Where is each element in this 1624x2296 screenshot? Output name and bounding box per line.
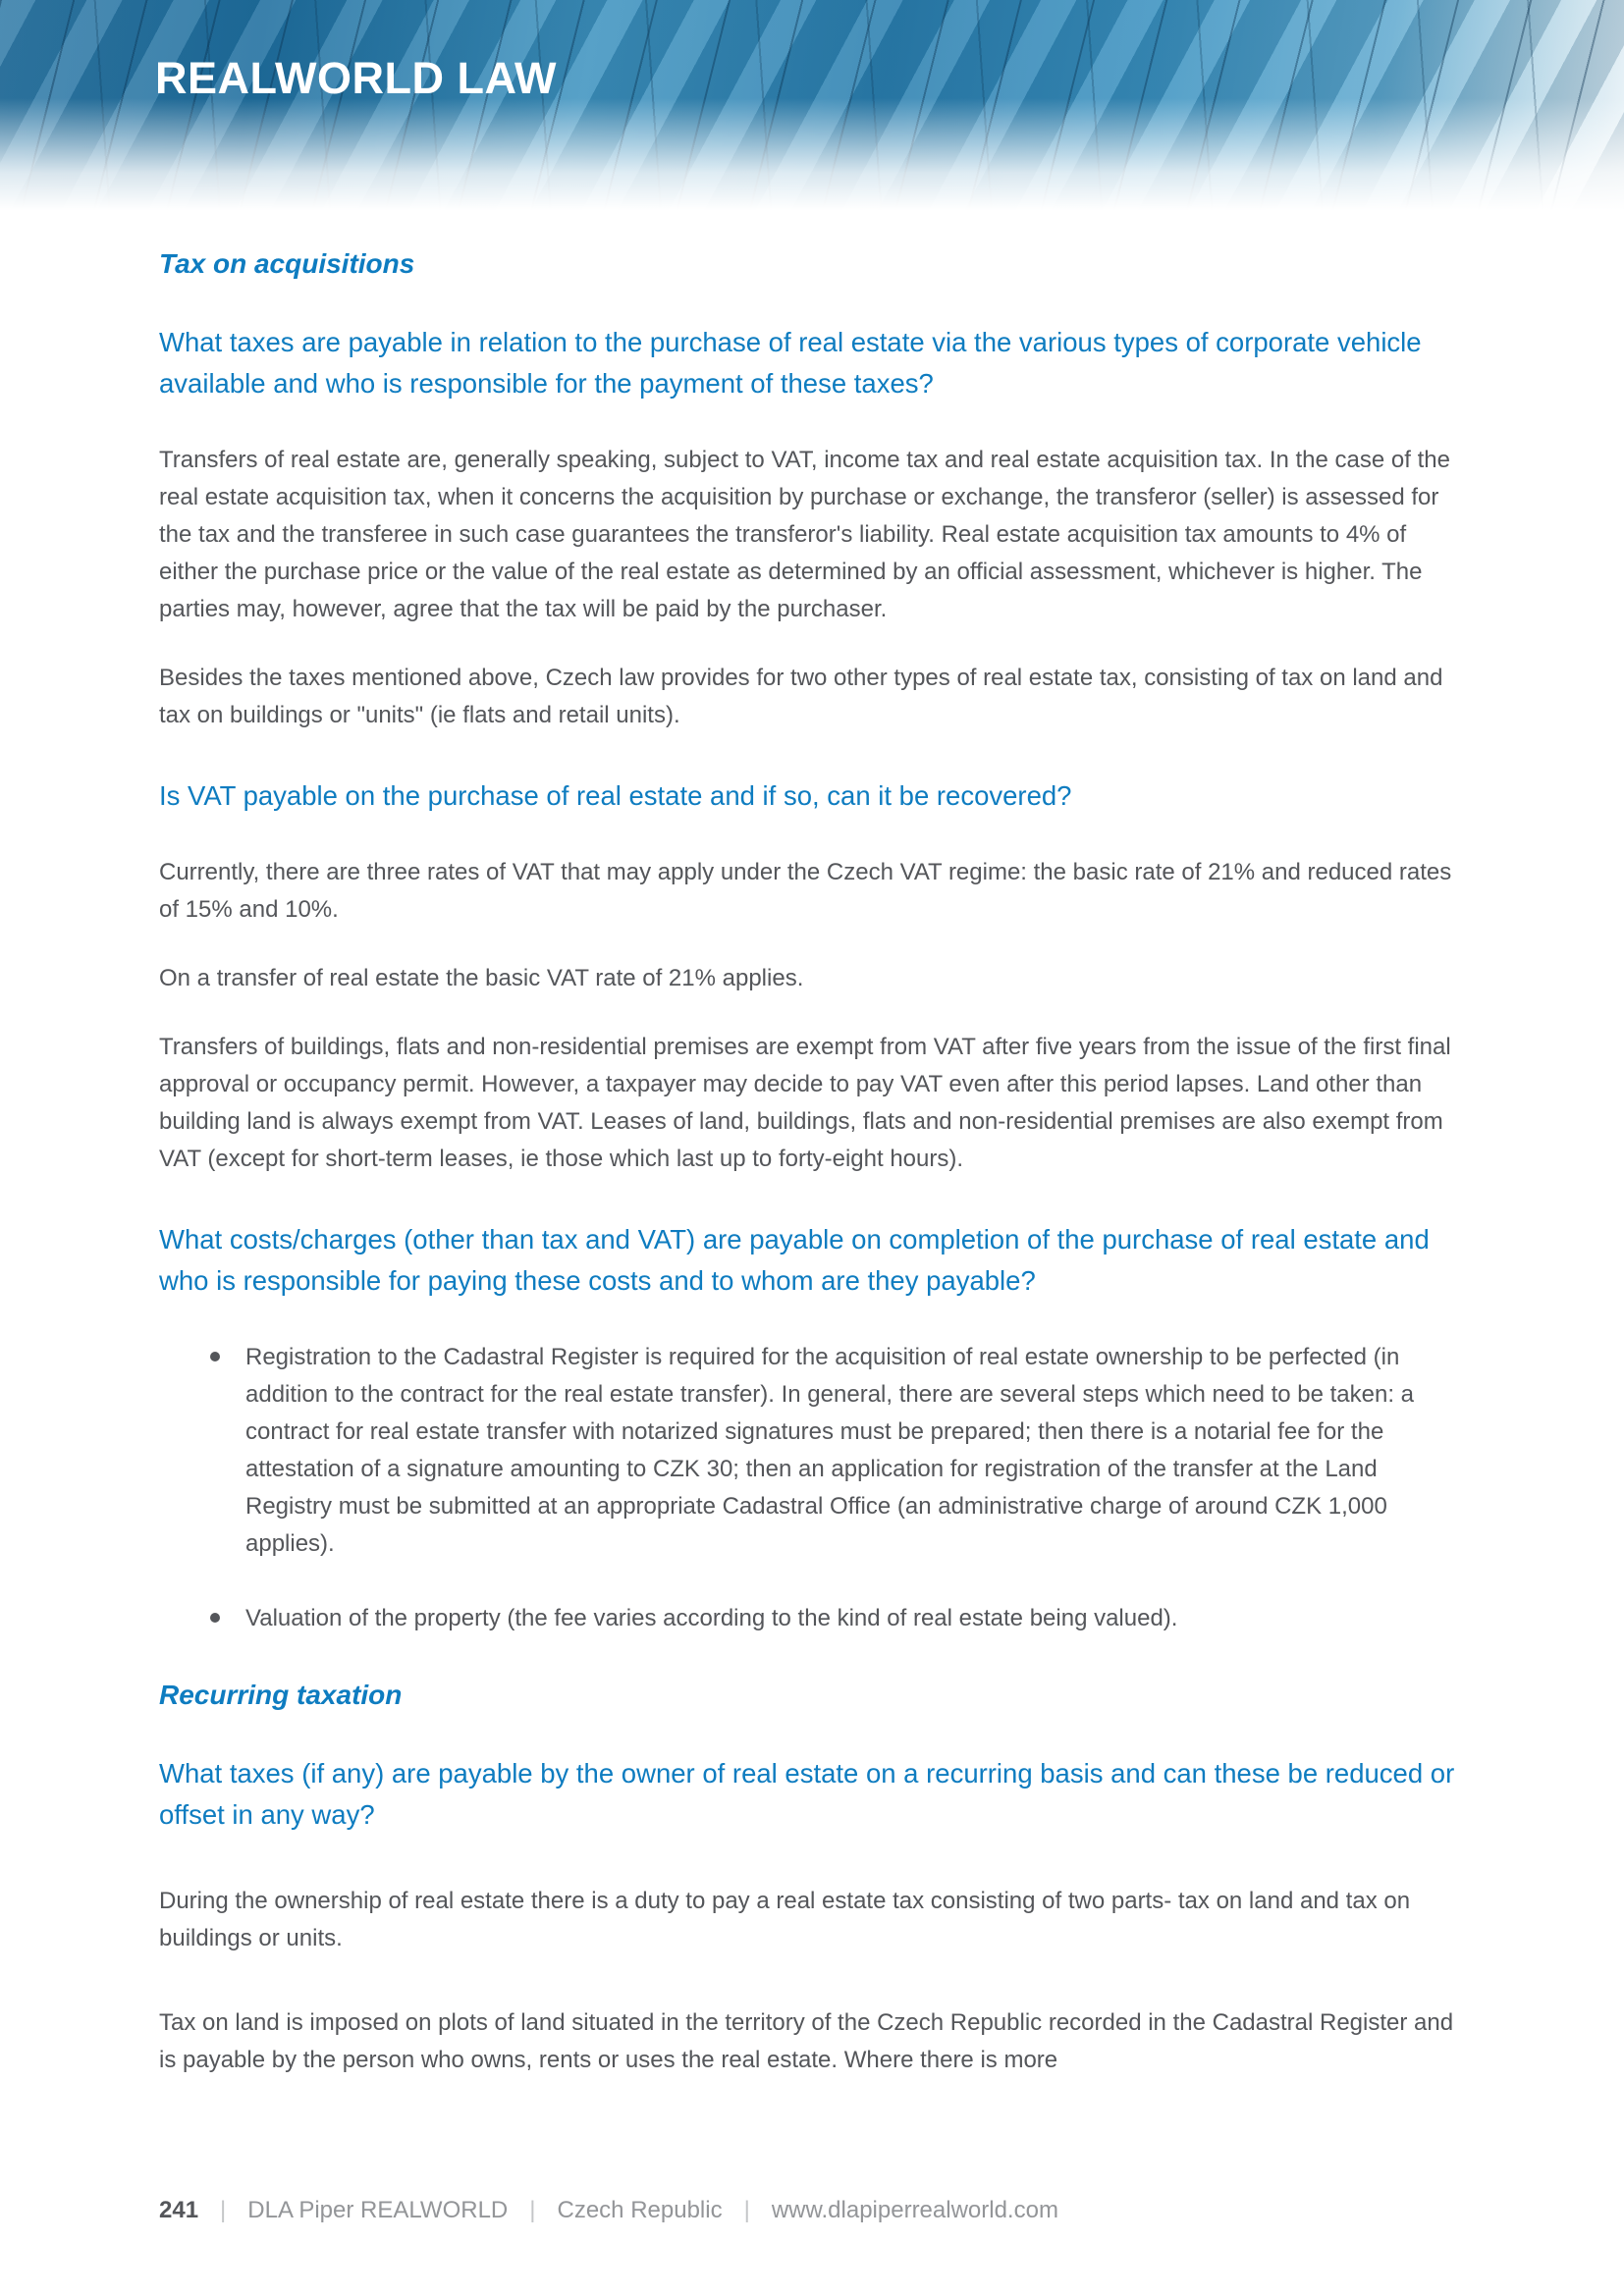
footer-country: Czech Republic bbox=[557, 2197, 723, 2223]
paragraph-basic-vat-rate: On a transfer of real estate the basic VAT rate of 21% applies. bbox=[159, 965, 804, 991]
paragraph-vat-exemptions: Transfers of buildings, flats and non-residential premises are exempt from VAT after five years from the issue of the first final approval or occupancy permit. However, a taxpayer may decide to pay VAT even after this period lapses. Land other than building land is always exempt from VAT. Leases of land, buildings, flats and non-residential premises are also exempt from VAT (except for short-term leases, ie those which last up to forty-eight hours). bbox=[159, 1034, 1451, 1172]
hero-banner bbox=[0, 0, 1624, 234]
footer-separator: | bbox=[529, 2197, 536, 2223]
bullet-icon bbox=[210, 1613, 220, 1623]
question-heading-recurring-taxes: What taxes (if any) are payable by the owner of real estate on a recurring basis and can these be reduced or offset in any way? bbox=[159, 1758, 1455, 1830]
question-heading-costs-charges: What costs/charges (other than tax and VAT) are payable on completion of the purchase of real estate and who is responsible for paying these costs and to whom are they payable? bbox=[159, 1224, 1430, 1296]
question-heading-purchase-taxes: What taxes are payable in relation to the purchase of real estate via the various types of corporate vehicle available and who is responsible for the payment of these taxes? bbox=[159, 327, 1422, 399]
bullet-text-valuation: Valuation of the property (the fee varies according to the kind of real estate being valued). bbox=[245, 1605, 1178, 1631]
footer-brand: DLA Piper REALWORLD bbox=[247, 2197, 509, 2223]
paragraph-vat-rates: Currently, there are three rates of VAT that may apply under the Czech VAT regime: the basic rate of 21% and reduced rates of 15% and 10%. bbox=[159, 859, 1452, 923]
paragraph-tax-on-land: Tax on land is imposed on plots of land situated in the territory of the Czech Republic recorded in the Cadastral Register and is payable by the person who owns, rents or uses the real estate. Where there is more bbox=[159, 2009, 1454, 2073]
page-number: 241 bbox=[159, 2197, 199, 2223]
paragraph-other-real-estate-taxes: Besides the taxes mentioned above, Czech law provides for two other types of real estate tax, consisting of tax on land and tax on buildings or "units" (ie flats and retail units). bbox=[159, 665, 1443, 728]
section-label-tax-on-acquisitions: Tax on acquisitions bbox=[159, 248, 415, 279]
section-label-recurring-taxation: Recurring taxation bbox=[159, 1680, 403, 1710]
question-heading-vat-payable: Is VAT payable on the purchase of real estate and if so, can it be recovered? bbox=[159, 780, 1072, 811]
page-footer bbox=[159, 2197, 1058, 2224]
paragraph-ownership-duty: During the ownership of real estate there is a duty to pay a real estate tax consisting of two parts- tax on land and tax on buildings or units. bbox=[159, 1888, 1411, 1951]
bullet-icon bbox=[210, 1352, 220, 1362]
costs-bullet-list bbox=[159, 1339, 1467, 1637]
footer-url: www.dlapiperrealworld.com bbox=[771, 2197, 1058, 2223]
footer-separator: | bbox=[220, 2197, 227, 2223]
page-content bbox=[159, 247, 1467, 2079]
list-item bbox=[159, 1339, 1467, 1563]
footer-separator: | bbox=[743, 2197, 750, 2223]
realworld-law-logo: REALWORLD LAW bbox=[155, 53, 557, 103]
paragraph-transfers-subject-to-vat: Transfers of real estate are, generally speaking, subject to VAT, income tax and real estate acquisition tax. In the case of the real estate acquisition tax, when it concerns the acquisition by purchase or exchange, the transferor (seller) is assessed for the tax and the transferee in such case guarantees the transferor's liability. Real estate acquisition tax amounts to 4% of either the purchase price or the value of the real estate as determined by an official assessment, whichever is higher. The parties may, however, agree that the tax will be paid by the purchaser. bbox=[159, 447, 1450, 622]
list-item bbox=[159, 1600, 1467, 1637]
bullet-text-registration: Registration to the Cadastral Register is required for the acquisition of real estate ownership to be perfected (in addition to the contract for the real estate transfer). In general, there are several steps which need to be taken: a contract for real estate transfer with notarized signatures must be prepared; then there is a notarial fee for the attestation of a signature amounting to CZK 30; then an application for registration of the transfer at the Land Registry must be submitted at an appropriate Cadastral Office (an administrative charge of around CZK 1,000 applies). bbox=[245, 1344, 1415, 1557]
